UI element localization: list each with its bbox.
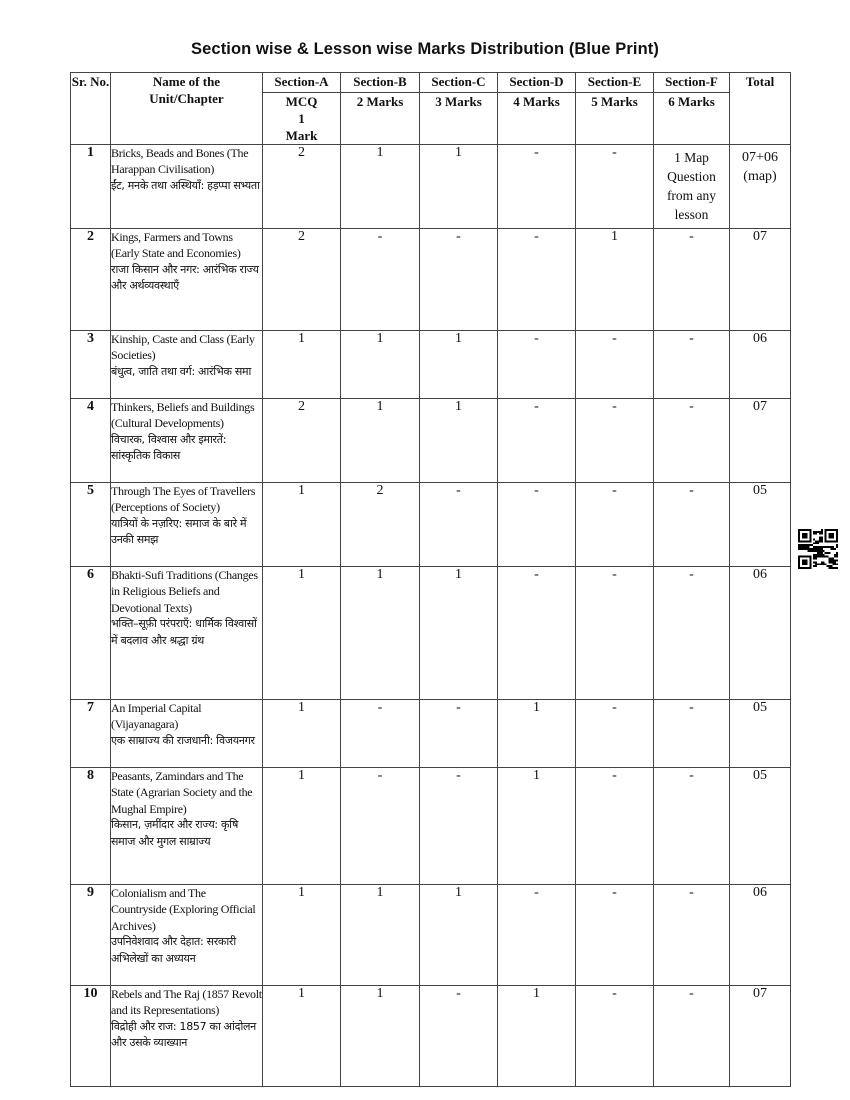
chapter-cell <box>111 700 263 768</box>
section-f-cell: - <box>654 567 730 700</box>
table-row <box>71 700 791 768</box>
total-cell: 05 <box>730 700 791 768</box>
section-b-cell: 1 <box>341 331 420 399</box>
section-c-cell: - <box>420 229 498 331</box>
chapter-cell <box>111 483 263 567</box>
table-row <box>71 768 791 885</box>
section-e-cell: - <box>576 567 654 700</box>
chapter-cell <box>111 331 263 399</box>
chapter-name-english: Kinship, Caste and Class (Early Societies) <box>111 332 255 363</box>
chapter-name-english: Colonialism and The Countryside (Exploring Official Archives) <box>111 886 256 933</box>
chapter-name-hindi: यात्रियों के नज़रिए: समाज के बारे में उनकी समझ <box>111 516 247 547</box>
section-d-cell: - <box>498 399 576 483</box>
table-body <box>71 145 791 1087</box>
section-f-cell: 1 Map Question from any lesson <box>654 145 730 229</box>
total-cell: 05 <box>730 768 791 885</box>
table-row <box>71 567 791 700</box>
section-f-cell: - <box>654 768 730 885</box>
section-e-cell: - <box>576 986 654 1087</box>
section-c-cell: - <box>420 700 498 768</box>
section-a-cell: 1 <box>263 768 341 885</box>
section-b-cell: - <box>341 700 420 768</box>
header-marks-d: 4 Marks <box>498 93 576 145</box>
section-c-cell: 1 <box>420 885 498 986</box>
section-a-cell: 1 <box>263 567 341 700</box>
header-section-c: Section-C <box>420 73 498 93</box>
section-c-cell: 1 <box>420 331 498 399</box>
section-c-cell: - <box>420 986 498 1087</box>
section-e-cell: - <box>576 700 654 768</box>
section-f-cell: - <box>654 483 730 567</box>
section-f-cell: - <box>654 986 730 1087</box>
sr-no-cell: 4 <box>71 399 111 483</box>
section-b-cell: 1 <box>341 399 420 483</box>
header-section-a: Section-A <box>263 73 341 93</box>
total-cell: 06 <box>730 331 791 399</box>
chapter-name-english: Through The Eyes of Travellers (Perceptions of Society) <box>111 484 256 515</box>
sr-no-cell: 6 <box>71 567 111 700</box>
table-row <box>71 483 791 567</box>
header-marks-c: 3 Marks <box>420 93 498 145</box>
chapter-cell <box>111 399 263 483</box>
section-a-cell: 1 <box>263 885 341 986</box>
chapter-name-english: Thinkers, Beliefs and Buildings (Cultural Developments) <box>111 400 255 431</box>
table-row <box>71 399 791 483</box>
section-b-cell: - <box>341 229 420 331</box>
section-d-cell: - <box>498 331 576 399</box>
total-cell: 05 <box>730 483 791 567</box>
header-marks-a: MCQ 1 Mark <box>263 93 341 145</box>
chapter-name-hindi: विचारक, विश्वास और इमारतें: सांस्कृतिक विकास <box>111 432 227 463</box>
chapter-name-hindi: विद्रोही और राज: 1857 का आंदोलन और उसके व्याख्यान <box>111 1019 256 1050</box>
section-d-cell: - <box>498 483 576 567</box>
chapter-name-english: Bhakti-Sufi Traditions (Changes in Religious Beliefs and Devotional Texts) <box>111 568 258 615</box>
section-d-cell: - <box>498 885 576 986</box>
chapter-name-english: Rebels and The Raj (1857 Revolt and its Representations) <box>111 987 262 1018</box>
section-c-cell: 1 <box>420 567 498 700</box>
section-e-cell: 1 <box>576 229 654 331</box>
header-section-e: Section-E <box>576 73 654 93</box>
total-cell: 06 <box>730 885 791 986</box>
header-total: Total <box>730 73 791 145</box>
table-row <box>71 145 791 229</box>
chapter-name-english: Bricks, Beads and Bones (The Harappan Civilisation) <box>111 146 249 177</box>
chapter-name-hindi: बंधुत्व, जाति तथा वर्ग: आरंभिक समा <box>111 364 252 378</box>
section-a-cell: 2 <box>263 229 341 331</box>
section-b-cell: - <box>341 768 420 885</box>
header-marks-e: 5 Marks <box>576 93 654 145</box>
section-b-cell: 2 <box>341 483 420 567</box>
sr-no-cell: 10 <box>71 986 111 1087</box>
section-a-cell: 1 <box>263 331 341 399</box>
section-a-cell: 2 <box>263 145 341 229</box>
header-section-f: Section-F <box>654 73 730 93</box>
chapter-cell <box>111 145 263 229</box>
section-c-cell: 1 <box>420 399 498 483</box>
section-a-cell: 2 <box>263 399 341 483</box>
total-cell: 07 <box>730 229 791 331</box>
sr-no-cell: 9 <box>71 885 111 986</box>
section-b-cell: 1 <box>341 986 420 1087</box>
chapter-cell <box>111 567 263 700</box>
chapter-cell <box>111 885 263 986</box>
section-f-cell: - <box>654 700 730 768</box>
chapter-name-hindi: ईंट, मनके तथा अस्थियाँ: हड़प्पा सभ्यता <box>111 178 260 192</box>
chapter-name-english: An Imperial Capital (Vijayanagara) <box>111 701 202 732</box>
header-sr-no: Sr. No. <box>71 73 111 145</box>
section-e-cell: - <box>576 399 654 483</box>
header-section-b: Section-B <box>341 73 420 93</box>
section-f-cell: - <box>654 885 730 986</box>
chapter-cell <box>111 229 263 331</box>
chapter-name-english: Peasants, Zamindars and The State (Agrarian Society and the Mughal Empire) <box>111 769 253 816</box>
table-row <box>71 331 791 399</box>
section-b-cell: 1 <box>341 145 420 229</box>
table-row <box>71 885 791 986</box>
chapter-cell <box>111 768 263 885</box>
total-cell: 07 <box>730 399 791 483</box>
section-e-cell: - <box>576 768 654 885</box>
section-f-cell: - <box>654 399 730 483</box>
section-d-cell: - <box>498 229 576 331</box>
section-d-cell: 1 <box>498 986 576 1087</box>
page-title: Section wise & Lesson wise Marks Distribution (Blue Print) <box>191 40 659 58</box>
chapter-name-hindi: भक्ति–सूफ़ी परंपराएँ: धार्मिक विश्वासों में बदलाव और श्रद्धा ग्रंथ <box>111 617 257 647</box>
chapter-name-hindi: राजा किसान और नगर: आरंभिक राज्य और अर्थव्यवस्थाएँ <box>111 262 259 293</box>
sr-no-cell: 8 <box>71 768 111 885</box>
section-c-cell: - <box>420 768 498 885</box>
header-marks-b: 2 Marks <box>341 93 420 145</box>
section-f-cell: - <box>654 229 730 331</box>
section-d-cell: 1 <box>498 700 576 768</box>
header-row <box>71 73 791 93</box>
section-d-cell: 1 <box>498 768 576 885</box>
section-f-cell: - <box>654 331 730 399</box>
section-b-cell: 1 <box>341 885 420 986</box>
total-cell: 07 <box>730 986 791 1087</box>
chapter-name-hindi: किसान, ज़मींदार और राज्य: कृषि समाज और मुगल साम्राज्य <box>111 818 239 848</box>
section-a-cell: 1 <box>263 483 341 567</box>
header-unit-name: Name of the Unit/Chapter <box>111 73 263 145</box>
table-row <box>71 229 791 331</box>
section-e-cell: - <box>576 885 654 986</box>
section-b-cell: 1 <box>341 567 420 700</box>
section-c-cell: 1 <box>420 145 498 229</box>
section-e-cell: - <box>576 331 654 399</box>
section-d-cell: - <box>498 145 576 229</box>
section-e-cell: - <box>576 483 654 567</box>
chapter-name-hindi: एक साम्राज्य की राजधानी: विजयनगर <box>111 733 255 747</box>
blueprint-table <box>70 72 791 1087</box>
sr-no-cell: 7 <box>71 700 111 768</box>
section-a-cell: 1 <box>263 700 341 768</box>
sr-no-cell: 5 <box>71 483 111 567</box>
total-cell: 06 <box>730 567 791 700</box>
section-e-cell: - <box>576 145 654 229</box>
section-c-cell: - <box>420 483 498 567</box>
section-a-cell: 1 <box>263 986 341 1087</box>
chapter-name-english: Kings, Farmers and Towns (Early State and Economies) <box>111 230 241 261</box>
sr-no-cell: 3 <box>71 331 111 399</box>
chapter-name-hindi: उपनिवेशवाद और देहात: सरकारी अभिलेखों का अध्ययन <box>111 935 236 965</box>
table-row <box>71 986 791 1087</box>
section-d-cell: - <box>498 567 576 700</box>
total-cell: 07+06 (map) <box>730 145 791 229</box>
header-section-d: Section-D <box>498 73 576 93</box>
sr-no-cell: 2 <box>71 229 111 331</box>
header-marks-f: 6 Marks <box>654 93 730 145</box>
sr-no-cell: 1 <box>71 145 111 229</box>
qr-code-icon <box>798 529 838 569</box>
chapter-cell <box>111 986 263 1087</box>
